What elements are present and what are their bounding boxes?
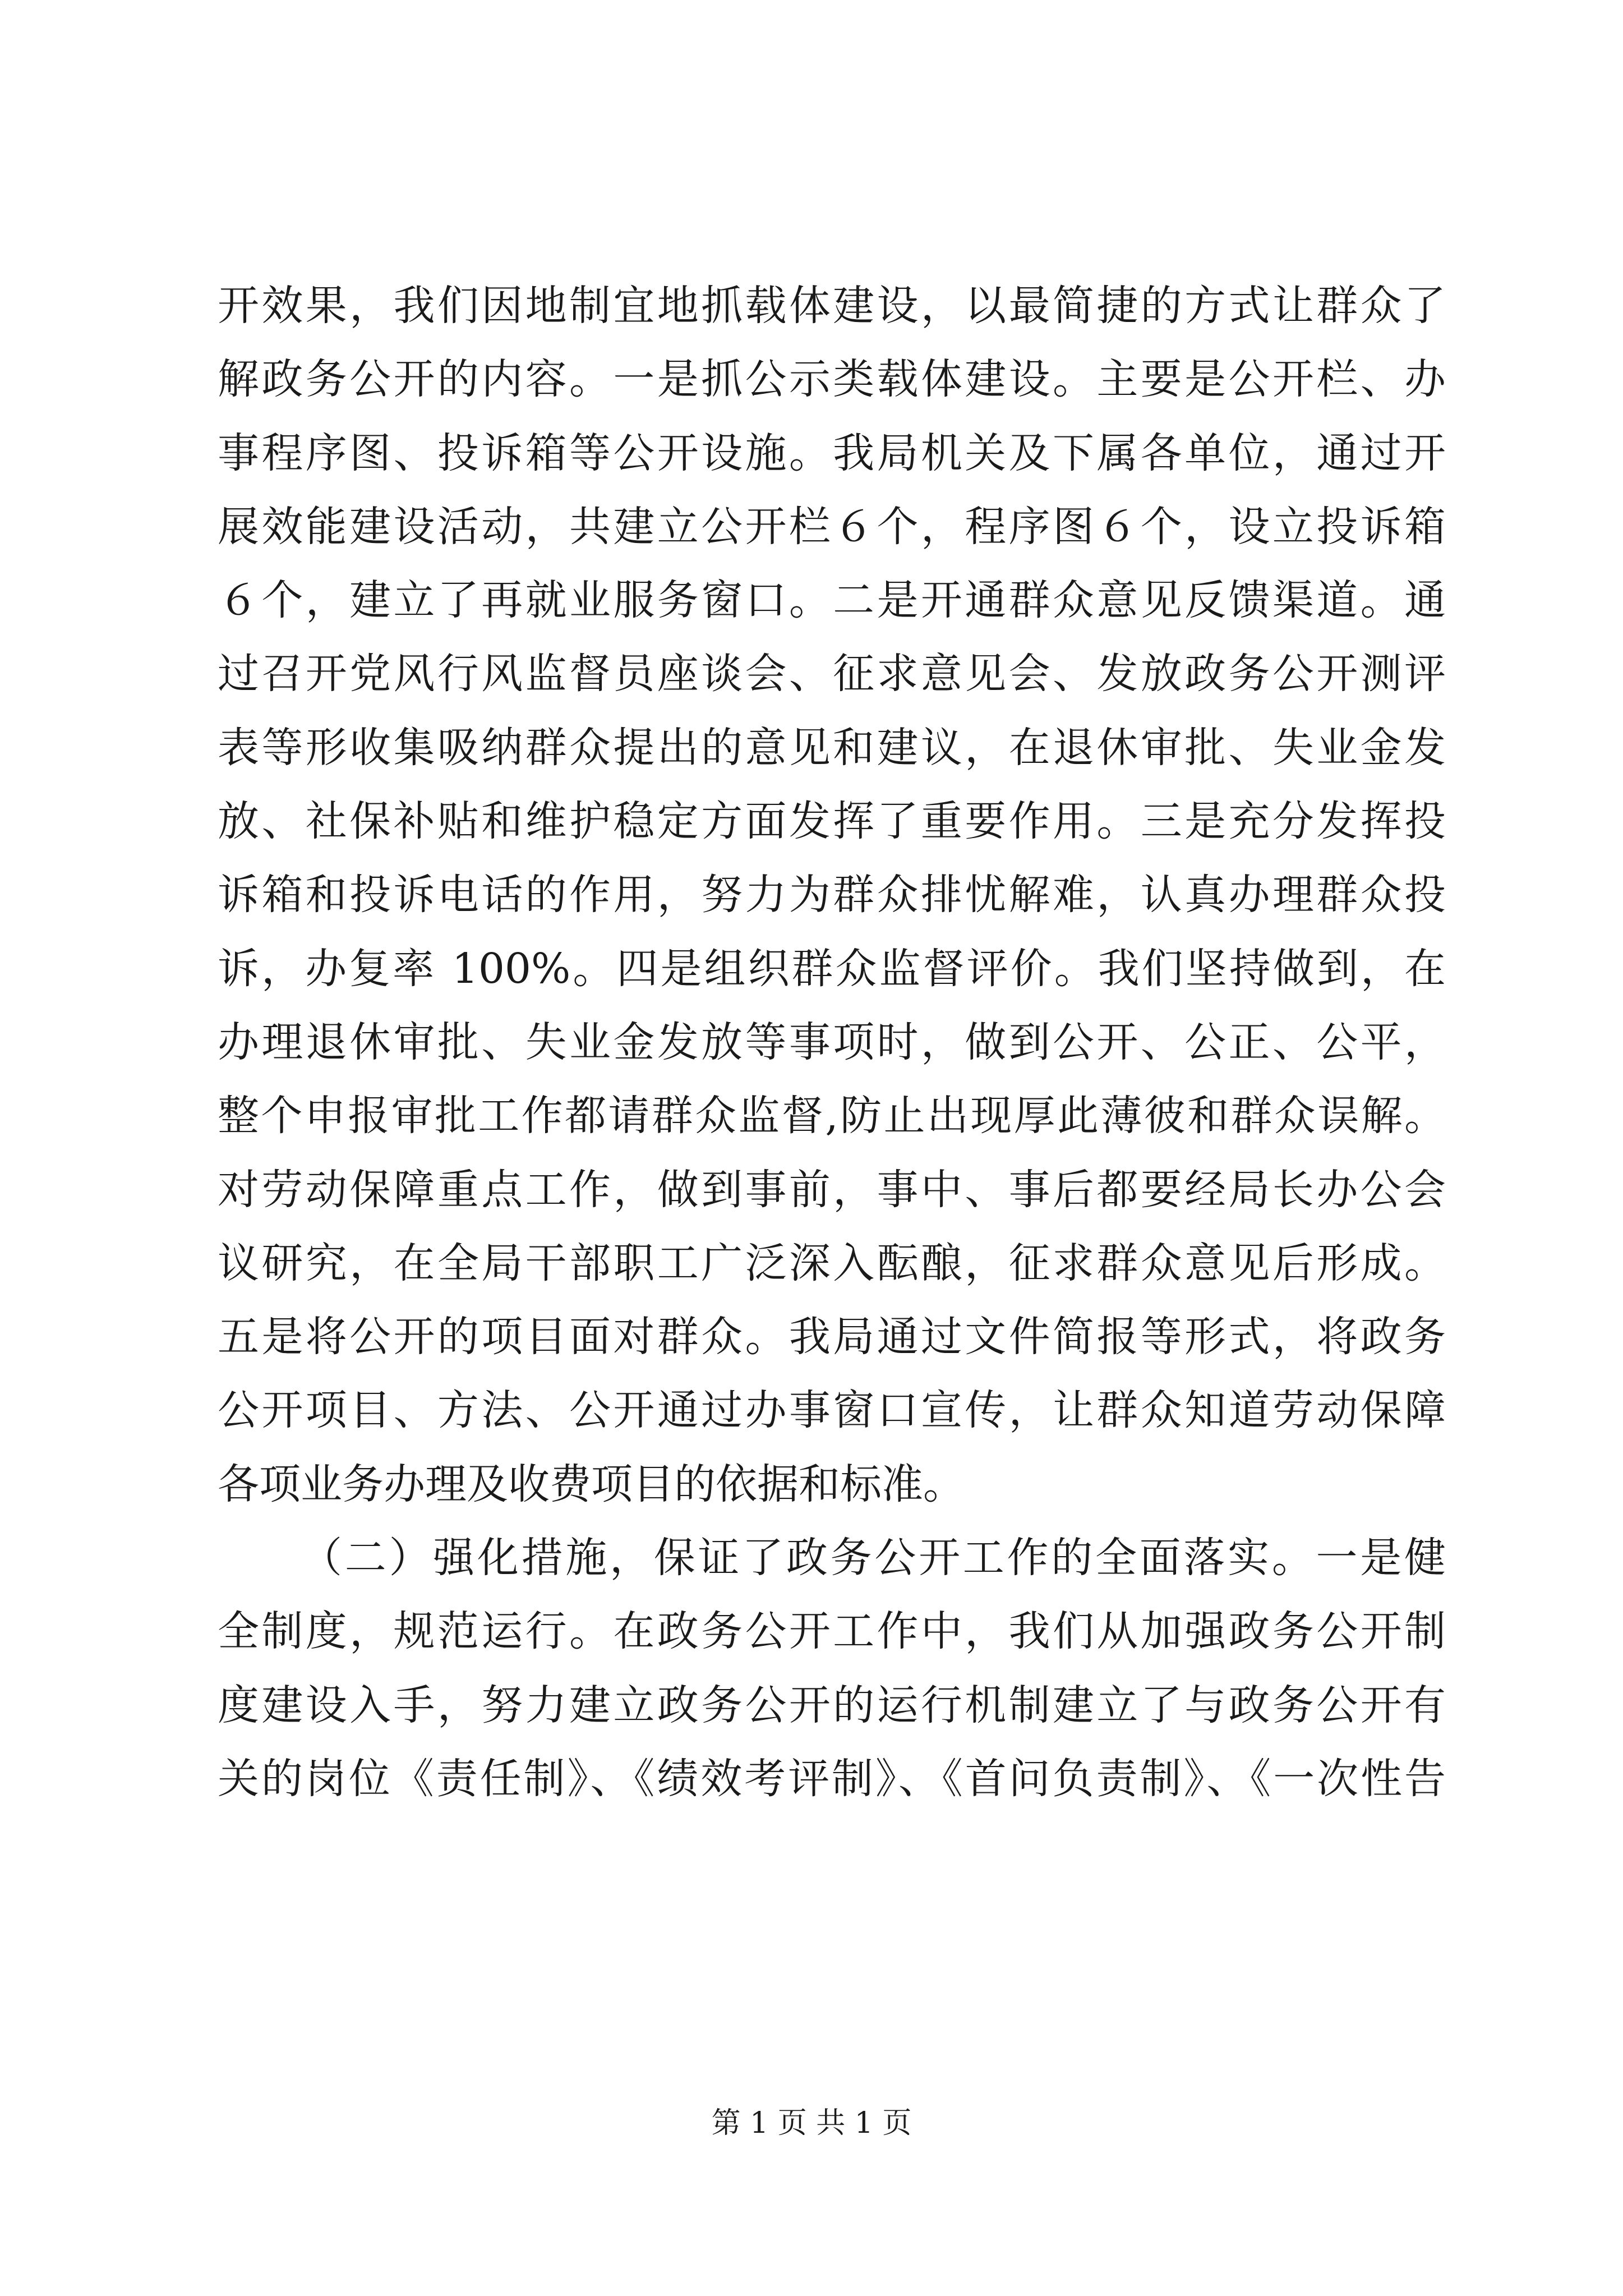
text-line: 诉，办复率 100%。四是组织群众监督评价。我们坚持做到，在 xyxy=(218,944,1446,993)
text-line: 对劳动保障重点工作，做到事前，事中、事后都要经局长办公会 xyxy=(218,1165,1446,1214)
page-footer: 第 1 页 共 1 页 xyxy=(711,2106,912,2140)
text-line: 展效能建设活动，共建立公开栏６个，程序图６个，设立投诉箱 xyxy=(218,502,1446,551)
text-line: 整个申报审批工作都请群众监督,防止出现厚此薄彼和群众误解。 xyxy=(218,1092,1446,1140)
text-line: 关的岗位《责任制》、《绩效考评制》、《首问负责制》、《一次性告 xyxy=(218,1754,1446,1803)
text-line: 表等形收集吸纳群众提出的意见和建议，在退休审批、失业金发 xyxy=(218,723,1446,772)
text-line: 度建设入手，努力建立政务公开的运行机制建立了与政务公开有 xyxy=(218,1681,1446,1729)
text-line: 开效果，我们因地制宜地抓载体建设，以最简捷的方式让群众了 xyxy=(218,282,1446,330)
text-line: ６个，建立了再就业服务窗口。二是开通群众意见反馈渠道。通 xyxy=(218,576,1446,625)
text-line: 解政务公开的内容。一是抓公示类载体建设。主要是公开栏、办 xyxy=(218,355,1446,404)
text-line: 公开项目、方法、公开通过办事窗口宣传，让群众知道劳动保障 xyxy=(218,1386,1446,1435)
body-text xyxy=(218,269,1446,1816)
text-line: 各项业务办理及收费项目的依据和标准。 xyxy=(218,1460,965,1508)
text-line: 诉箱和投诉电话的作用，努力为群众排忧解难，认真办理群众投 xyxy=(218,871,1446,919)
text-line: 办理退休审批、失业金发放等事项时，做到公开、公正、公平， xyxy=(218,1018,1446,1066)
text-line: 五是将公开的项目面对群众。我局通过文件简报等形式，将政务 xyxy=(218,1313,1446,1361)
text-line: 事程序图、投诉箱等公开设施。我局机关及下属各单位，通过开 xyxy=(218,429,1446,477)
text-line: 全制度，规范运行。在政务公开工作中，我们从加强政务公开制 xyxy=(218,1607,1446,1656)
text-line: 议研究，在全局干部职工广泛深入酝酿，征求群众意见后形成。 xyxy=(218,1239,1446,1287)
text-line: 放、社保补贴和维护稳定方面发挥了重要作用。三是充分发挥投 xyxy=(218,797,1446,846)
text-line: 过召开党风行风监督员座谈会、征求意见会、发放政务公开测评 xyxy=(218,650,1446,698)
paragraph-start-line: （二）强化措施，保证了政务公开工作的全面落实。一是健 xyxy=(301,1534,1446,1582)
